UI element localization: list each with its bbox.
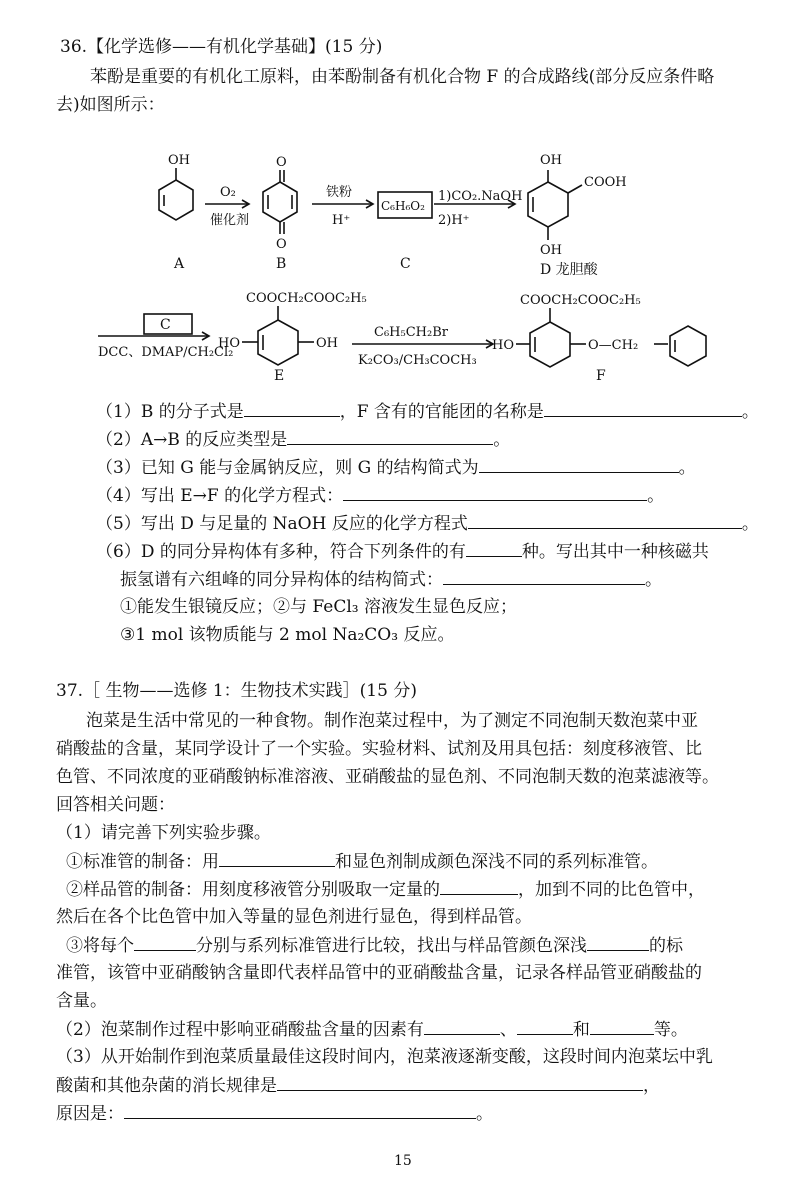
q36-header: 36.【化学选修——有机化学基础】(15 分) xyxy=(60,37,383,57)
q37-step-2 xyxy=(56,1018,688,1041)
page-number: 15 xyxy=(394,1153,412,1169)
q37-step-3-line3 xyxy=(56,1102,493,1125)
q36-4 xyxy=(96,484,664,507)
label-e: E xyxy=(274,368,285,384)
q37-2-blank-b[interactable] xyxy=(517,1018,573,1035)
arrow1-top: O₂ xyxy=(220,185,236,200)
period: 。 xyxy=(476,1104,493,1124)
b-o-top: O xyxy=(276,155,287,170)
q37-1a-pre: ①标准管的制备：用 xyxy=(66,852,219,872)
e-oh: OH xyxy=(316,336,338,351)
label-d: D 龙胆酸 xyxy=(540,262,598,278)
box-c-label: C xyxy=(160,317,171,333)
q37-step-3-line2 xyxy=(56,1074,660,1097)
q37-step-1b-line2: 然后在各个比色管中加入等量的显色剂进行显色，得到样品管。 xyxy=(56,907,532,927)
compound-f-ring xyxy=(530,322,570,367)
period: 。 xyxy=(678,458,696,478)
d-oh-bottom: OH xyxy=(540,243,562,258)
q36-1b-answer-blank[interactable] xyxy=(544,400,742,417)
arrow3-bottom: 2)H⁺ xyxy=(438,213,470,228)
q36-2 xyxy=(96,428,510,451)
q37-2-and: 和 xyxy=(572,1020,590,1040)
q37-step-1c-line2: 准管，该管中亚硝酸钠含量即代表样品管中的亚硝酸盐含量，记录各样品管亚硝酸盐的 xyxy=(56,963,702,983)
a-oh-label: OH xyxy=(168,153,190,168)
label-b: B xyxy=(276,256,287,272)
q37-step-1c xyxy=(66,934,683,957)
label-a: A xyxy=(174,256,185,272)
q36-5-text: （5）写出 D 与足量的 NaOH 反应的化学方程式 xyxy=(96,514,468,534)
q37-2-blank-a[interactable] xyxy=(424,1018,500,1035)
q36-5-answer-blank[interactable] xyxy=(468,512,742,529)
q37-step-1b xyxy=(66,878,705,901)
q37-2-sep: 、 xyxy=(499,1020,517,1040)
q36-6-structure-blank[interactable] xyxy=(443,568,645,585)
f-ho: HO xyxy=(492,338,514,353)
q36-1-answer-blank[interactable] xyxy=(244,400,340,417)
q37-1b-blank[interactable] xyxy=(440,878,518,895)
q36-6c xyxy=(120,568,662,591)
period: 。 xyxy=(645,570,662,590)
d-oh-top: OH xyxy=(540,153,562,168)
q36-4-text: （4）写出 E→F 的化学方程式： xyxy=(96,486,344,506)
f-substituent: COOCH₂COOC₂H₅ xyxy=(520,293,641,308)
q37-3-pattern-blank[interactable] xyxy=(277,1074,643,1091)
f-chain: O—CH₂ xyxy=(588,338,639,353)
q36-intro-line2: 去)如图所示： xyxy=(56,95,165,115)
q37-step-1c-line3: 含量。 xyxy=(56,991,107,1011)
q36-6-condition-3: ③1 mol 该物质能与 2 mol Na₂CO₃ 反应。 xyxy=(120,625,455,645)
q36-6-condition-1-2: ①能发生银镜反应；②与 FeCl₃ 溶液发生显色反应； xyxy=(120,597,517,617)
arrow3-top: 1)CO₂.NaOH xyxy=(438,189,523,204)
q37-para-line3: 色管、不同浓度的亚硝酸钠标准溶液、亚硝酸盐的显色剂、不同泡制天数的泡菜滤液等。 xyxy=(56,767,719,787)
q37-3-reason-blank[interactable] xyxy=(124,1102,476,1119)
q36-1-text: （1）B 的分子式是 xyxy=(96,402,244,422)
period: 。 xyxy=(741,514,759,534)
b-o-bottom: O xyxy=(276,237,287,252)
q37-step-3: （3）从开始制作到泡菜质量最佳这段时间内，泡菜液逐渐变酸，这段时间内泡菜坛中乳 xyxy=(56,1047,713,1067)
q36-6 xyxy=(96,540,709,563)
q37-1c-mid: 分别与系列标准管进行比较，找出与样品管颜色深浅 xyxy=(196,936,587,956)
q37-header: 37.［ 生物——选修 1：生物技术实践］(15 分) xyxy=(56,681,417,701)
label-f: F xyxy=(596,368,606,384)
q36-3-text: （3）已知 G 能与金属钠反应，则 G 的结构简式为 xyxy=(96,458,479,478)
q37-3b-comma: ， xyxy=(643,1076,660,1096)
d-cooh: COOH xyxy=(584,175,627,190)
period: 。 xyxy=(647,486,665,506)
q37-2-post: 等。 xyxy=(653,1020,688,1040)
arrow5-top: C₆H₅CH₂Br xyxy=(374,325,448,340)
q36-6-count-blank[interactable] xyxy=(466,540,522,557)
q37-1b-post: ，加到不同的比色管中， xyxy=(518,880,705,900)
q37-3b-text: 酸菌和其他杂菌的消长规律是 xyxy=(56,1076,277,1096)
q36-3 xyxy=(96,456,696,479)
compound-d-ring xyxy=(528,182,568,227)
q36-6b-text: 种。写出其中一种核磁共 xyxy=(521,542,709,562)
period: 。 xyxy=(493,430,511,450)
arrow1-bottom: 催化剂 xyxy=(210,213,250,228)
q36-3-answer-blank[interactable] xyxy=(479,456,679,473)
box-c6h6o2-label: C₆H₆O₂ xyxy=(381,199,425,213)
q37-2-blank-c[interactable] xyxy=(590,1018,654,1035)
arrow4-bottom: DCC、DMAP/CH₂Cl₂ xyxy=(98,345,234,360)
q37-step-1: （1）请完善下列实验步骤。 xyxy=(56,823,271,843)
arrow5-bottom: K₂CO₃/CH₃COCH₃ xyxy=(358,353,477,368)
q37-para-line2: 硝酸盐的含量，某同学设计了一个实验。实验材料、试剂及用具包括：刻度移液管、比 xyxy=(56,739,702,759)
q36-6a-text: （6）D 的同分异构体有多种，符合下列条件的有 xyxy=(96,542,466,562)
q36-5 xyxy=(96,512,759,535)
arrow2-bottom: H⁺ xyxy=(332,213,351,228)
q36-6c-text: 振氢谱有六组峰的同分异构体的结构简式： xyxy=(120,570,443,590)
synthesis-scheme xyxy=(0,140,810,400)
q36-2-answer-blank[interactable] xyxy=(287,428,493,445)
q36-1 xyxy=(96,400,759,423)
e-substituent: COOCH₂COOC₂H₅ xyxy=(246,291,367,306)
q37-2-pre: （2）泡菜制作过程中影响亚硝酸盐含量的因素有 xyxy=(56,1020,424,1040)
compound-e-ring xyxy=(258,320,298,365)
arrow2-top: 铁粉 xyxy=(326,185,353,200)
q37-para-line4: 回答相关问题： xyxy=(56,795,175,815)
period: 。 xyxy=(741,402,759,422)
q37-1a-blank[interactable] xyxy=(219,850,335,867)
label-c: C xyxy=(400,256,411,272)
e-ho: HO xyxy=(218,336,240,351)
q37-1c-pre: ③将每个 xyxy=(66,936,134,956)
q37-1a-post: 和显色剂制成颜色深浅不同的系列标准管。 xyxy=(335,852,658,872)
q36-intro-line1: 苯酚是重要的有机化工原料，由苯酚制备有机化合物 F 的合成路线(部分反应条件略 xyxy=(90,67,715,87)
q37-para-line1: 泡菜是生活中常见的一种食物。制作泡菜过程中，为了测定不同泡制天数泡菜中亚 xyxy=(86,711,698,731)
q37-3c-text: 原因是： xyxy=(56,1104,124,1124)
q37-1b-pre: ②样品管的制备：用刻度移液管分别吸取一定量的 xyxy=(66,880,440,900)
q36-2-text: （2）A→B 的反应类型是 xyxy=(96,430,288,450)
q36-4-answer-blank[interactable] xyxy=(343,484,647,501)
q37-1c-blank-a[interactable] xyxy=(134,934,196,951)
q37-step-1a xyxy=(66,850,658,873)
q37-1c-post: 的标 xyxy=(649,936,683,956)
q36-1b-text: ，F 含有的官能团的名称是 xyxy=(339,402,544,422)
q37-1c-blank-b[interactable] xyxy=(587,934,649,951)
